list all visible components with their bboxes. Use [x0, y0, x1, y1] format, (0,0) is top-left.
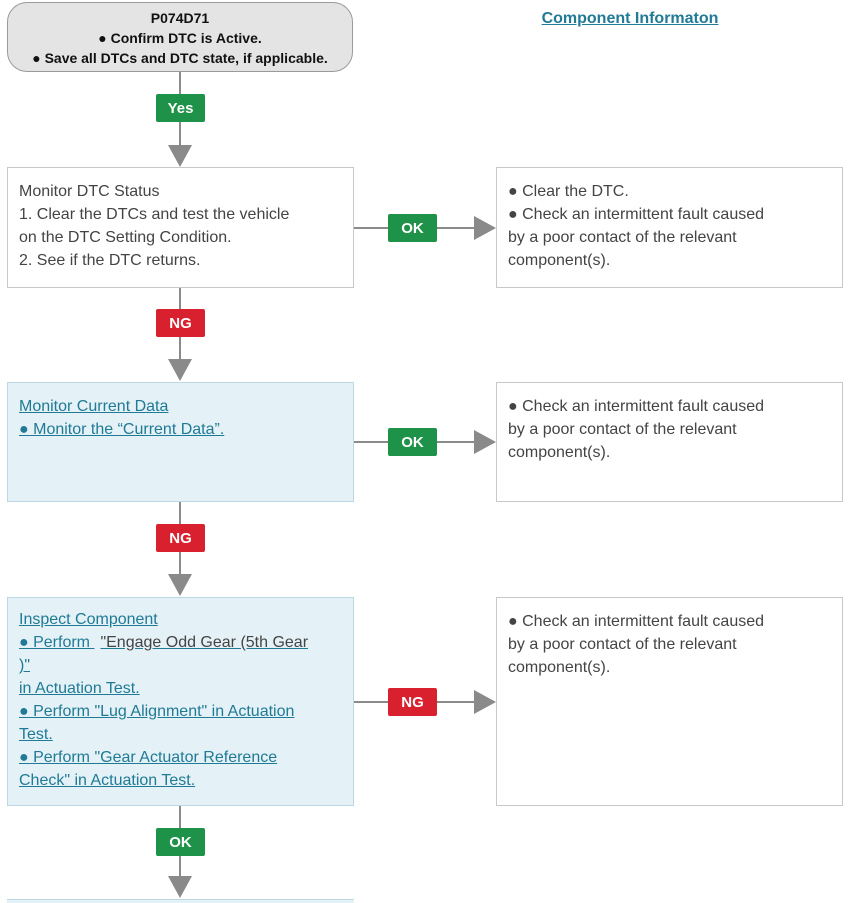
result3-line: ● Check an intermittent fault caused	[508, 613, 765, 630]
result-intermittent-fault	[496, 382, 843, 502]
result1-line: component(s).	[508, 252, 611, 269]
result2-line: by a poor contact of the relevant	[508, 421, 737, 438]
arrow-down-icon	[168, 359, 192, 381]
ok-label: OK	[388, 428, 437, 456]
start-line-1: ● Confirm DTC is Active.	[98, 30, 262, 46]
result1-line: ● Clear the DTC.	[508, 183, 629, 200]
next-step-box	[7, 899, 354, 903]
component-information-link[interactable]: Component Informaton	[541, 10, 719, 27]
result-clear-dtc	[496, 167, 843, 288]
arrow-right-icon	[474, 216, 496, 240]
start-line-2: ● Save all DTCs and DTC state, if applicable.	[32, 50, 328, 66]
arrow-down-icon	[168, 145, 192, 167]
step1-line: 1. Clear the DTCs and test the vehicle	[19, 206, 290, 223]
step-monitor-current-data[interactable]	[7, 382, 354, 502]
arrow-right-icon	[474, 690, 496, 714]
step3-line-link[interactable]: in Actuation Test.	[19, 680, 140, 697]
step3-line-1	[19, 631, 343, 654]
step3-line-link[interactable]: ● Perform "Lug Alignment" in Actuation	[19, 703, 295, 720]
result3-line: component(s).	[508, 659, 611, 676]
perform-link[interactable]: ● Perform	[19, 634, 95, 651]
engage-odd-gear-text: "Engage Odd Gear (5th Gear	[100, 634, 309, 651]
result2-line: component(s).	[508, 444, 611, 461]
step1-line: 2. See if the DTC returns.	[19, 252, 201, 269]
result1-line: ● Check an intermittent fault caused	[508, 206, 765, 223]
step1-line: on the DTC Setting Condition.	[19, 229, 232, 246]
step3-line-link[interactable]: )"	[19, 657, 31, 674]
ok-label: OK	[156, 828, 205, 856]
step3-line-link[interactable]: ● Perform "Gear Actuator Reference	[19, 749, 278, 766]
step-inspect-component[interactable]	[7, 597, 354, 806]
dtc-code: P074D71	[150, 10, 210, 26]
result-intermittent-fault	[496, 597, 843, 806]
result3-line: by a poor contact of the relevant	[508, 636, 737, 653]
step1-title: Monitor DTC Status	[19, 183, 160, 200]
yes-label: Yes	[156, 94, 205, 122]
step2-title-link[interactable]: Monitor Current Data	[19, 398, 169, 415]
ng-label: NG	[156, 524, 205, 552]
step3-title-link[interactable]: Inspect Component	[19, 611, 158, 628]
ng-label: NG	[388, 688, 437, 716]
arrow-down-icon	[168, 574, 192, 596]
arrow-down-icon	[168, 876, 192, 898]
start-box	[7, 2, 353, 72]
arrow-right-icon	[474, 430, 496, 454]
ok-label: OK	[388, 214, 437, 242]
step2-line-link[interactable]: ● Monitor the “Current Data”.	[19, 421, 225, 438]
step3-line-link[interactable]: Check" in Actuation Test.	[19, 772, 196, 789]
result2-line: ● Check an intermittent fault caused	[508, 398, 765, 415]
step3-line-link[interactable]: Test.	[19, 726, 53, 743]
ng-label: NG	[156, 309, 205, 337]
result1-line: by a poor contact of the relevant	[508, 229, 737, 246]
step-monitor-dtc-status	[7, 167, 354, 288]
